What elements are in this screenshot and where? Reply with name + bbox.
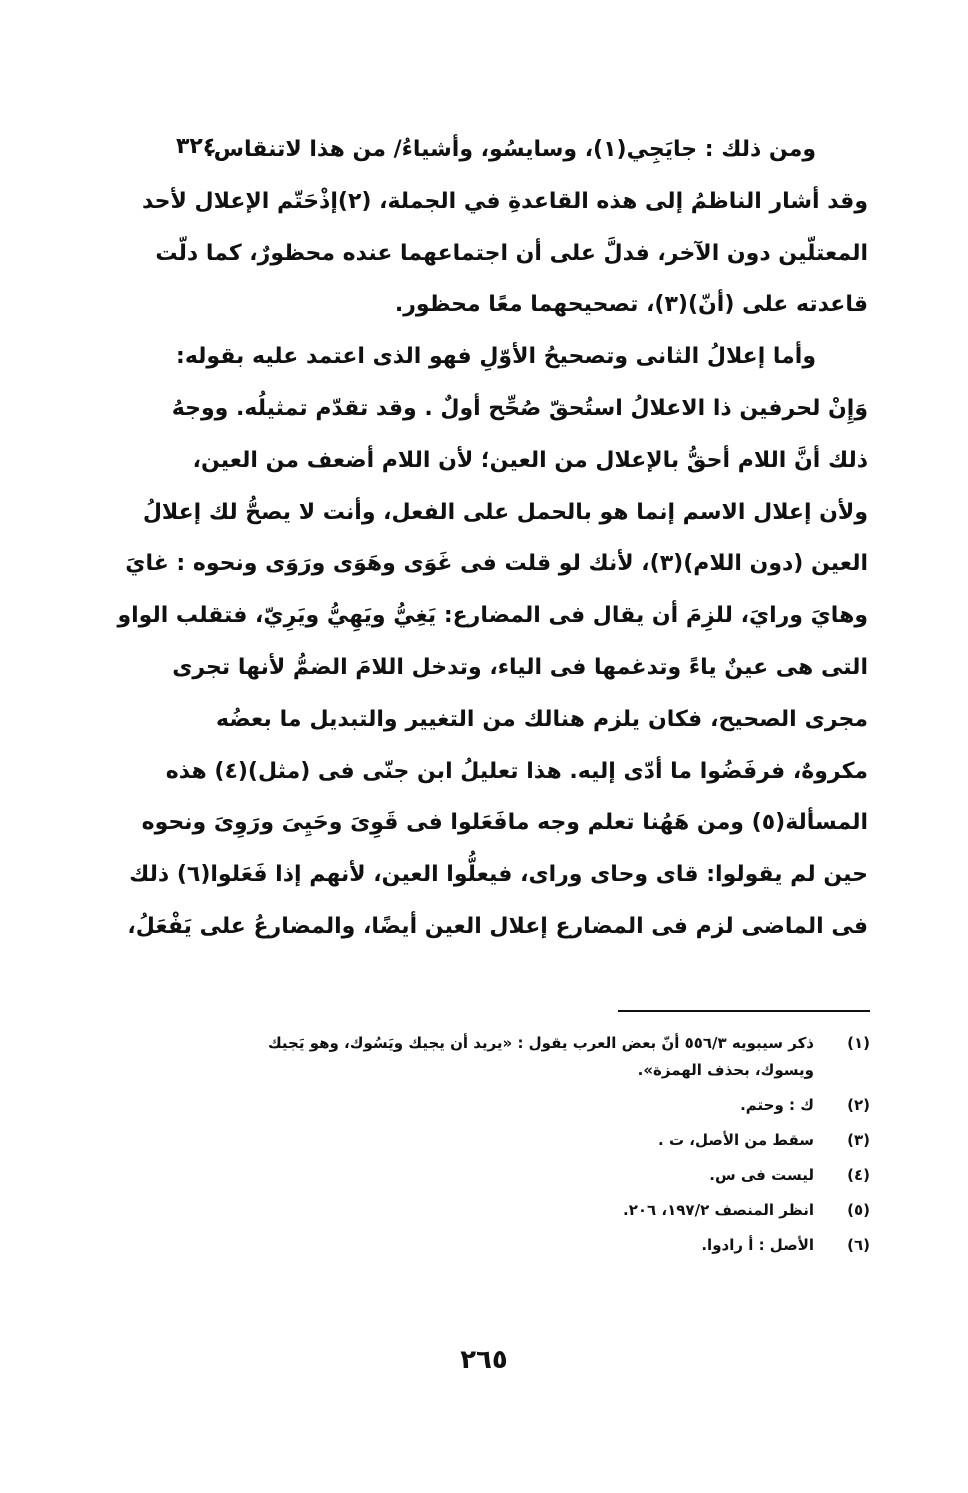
text-line: فى الماضى لزم فى المضارع إعلال العين أيضًا، والمضارعُ على يَفْعَلُ، [127, 913, 868, 939]
footnote [216, 1127, 870, 1154]
text-line: حين لم يقولوا: قاى وحاى وراى، فيعلُّوا العين، لأنهم إذا فَعَلوا(٦) ذلك [129, 862, 868, 888]
footnote [216, 1092, 870, 1119]
footnote-number: (٤) [847, 1166, 870, 1184]
footnote-text: ليست فى س. [709, 1166, 814, 1184]
footnote-number: (٦) [847, 1236, 870, 1254]
text-line: وَإِنْ لحرفين ذا الاعلالُ استُحقّ صُحِّح أولٌ . وقد تقدّم تمثيلُه. ووجهُ [171, 395, 868, 421]
footnote [216, 1162, 870, 1189]
text-line: العين (دون اللام)(٣)، لأنك لو قلت فى غَوَى وهَوَى ورَوَى ونحوه : غايَ [125, 551, 868, 577]
text-line: وأما إعلالُ الثانى وتصحيحُ الأوّلِ فهو الذى اعتمد عليه بقوله: [176, 344, 816, 370]
footnote-number: (٥) [847, 1201, 870, 1219]
text-line: ومن ذلك : جايَجِي(١)، وسايسُو، وأشياءُ/ من هذا لاتنقاس. [205, 137, 816, 162]
page-number: ٢٦٥ [460, 1345, 508, 1375]
footnote [216, 1030, 870, 1084]
footnote-text: سقط من الأصل، ت . [658, 1131, 814, 1149]
text-line: وقد أشار الناظمُ إلى هذه القاعدةِ في الجملة، (٢)إذْحَتّم الإعلال لأحد [141, 188, 868, 214]
footnote-text: ك : وحتم. [740, 1096, 814, 1114]
footnote-text: انظر المنصف ١٩٧/٢، ٢٠٦. [623, 1201, 814, 1219]
footnote [216, 1232, 870, 1259]
text-line: المسألة(٥) ومن هَهُنا تعلم وجه مافَعَلوا فى قَوِىَ وحَيِىَ ورَوِىَ ونحوه [141, 810, 868, 836]
text-line: المعتلّين دون الآخر، فدلَّ على أن اجتماعهما عنده محظورٌ، كما دلّت [155, 240, 868, 266]
footnote-number: (٢) [847, 1096, 870, 1114]
text-line: قاعدته على (أنّ)(٣)، تصحيحهما معًا محظور. [394, 292, 868, 318]
footnote-text: ذكر سيبويه ٥٥٦/٣ أنّ بعض العرب يقول : «يريد أن يجيك ويَسُوك، وهو يَجيك ويسوك، بحذف الهمزة». [267, 1034, 814, 1079]
text-line: ذلك أنَّ اللام أحقُّ بالإعلال من العين؛ لأن اللام أضعف من العين، [192, 447, 868, 473]
text-line: مجرى الصحيح، فكان يلزم هنالك من التغيير والتبديل ما بعضُه [216, 706, 868, 732]
footnote-number: (٣) [847, 1131, 870, 1149]
footnote-separator [618, 1010, 870, 1012]
footnote-text: الأصل : أ رادوا. [701, 1236, 814, 1254]
text-line: ولأن إعلال الاسم إنما هو بالحمل على الفعل، وأنت لا يصحُّ لك إعلالُ [142, 499, 868, 525]
text-line: مكروهٌ، فرفَضُوا ما أدّى إليه. هذا تعليلُ ابن جنّى فى (مثل)(٤) هذه [165, 758, 868, 784]
footnote-number: (١) [847, 1034, 870, 1052]
margin-page-reference: ٣٢٤ [176, 134, 217, 159]
paragraph [117, 331, 868, 953]
text-line: التى هى عينٌ ياءً وتدغمها فى الياء، وتدخل اللامَ الضمُّ لأنها تجرى [172, 654, 868, 680]
footnotes [216, 1030, 870, 1267]
footnote [216, 1197, 870, 1224]
text-line: وهايَ ورايَ، للزِمَ أن يقال فى المضارع: يَغِيُّ ويَهِيُّ ويَرِيّ، فتقلب الواو [117, 603, 868, 629]
